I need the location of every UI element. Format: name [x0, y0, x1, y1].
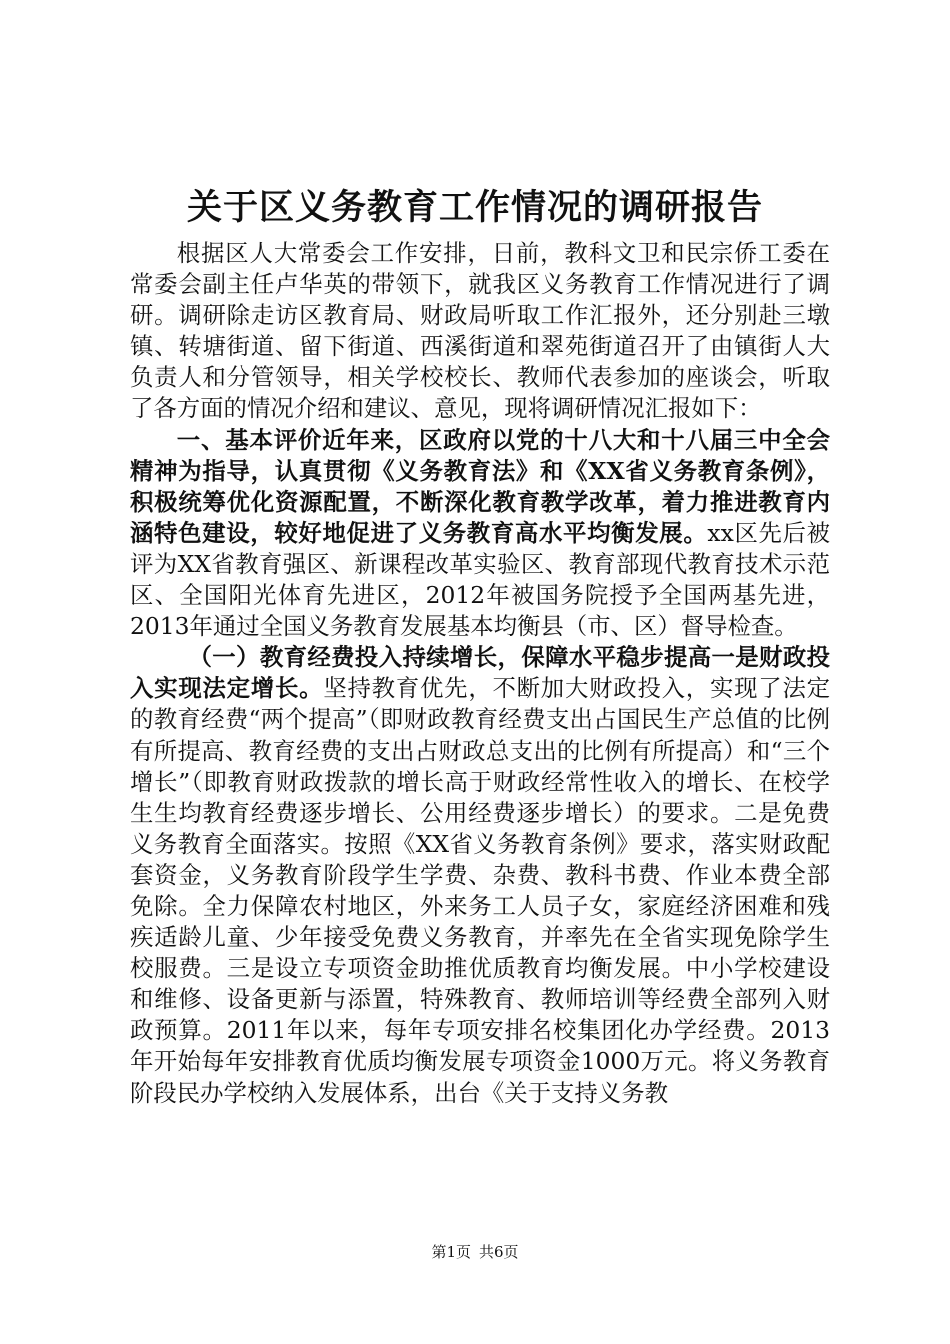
page-footer [0, 1242, 950, 1262]
page-title: 关于区义务教育工作情况的调研报告 [186, 187, 763, 228]
section-heading: 一、基本评价近年来，区政府以党的十八大和十八届三中全会精神为指导，认真贯彻《义务教育法》和《XX省义务教育条例》，积极统筹优化资源配置，不断深化教育教学改革，着力推进教育内涵特色建设，较好地促进了义务教育高水平均衡发展。 [130, 425, 830, 547]
paragraph-text: 根据区人大常委会工作安排，日前，教科文卫和民宗侨工委在常委会副主任卢华英的带领下，就我区义务教育工作情况进行了调研。调研除走访区教育局、财政局听取工作汇报外，还分别赴三墩镇、转塘街道、留下街道、西溪街道和翠苑街道召开了由镇街人大负责人和分管领导，相关学校校长、教师代表参加的座谈会，听取了各方面的情况介绍和建议、意见，现将调研情况汇报如下： [130, 239, 830, 423]
paragraph-text: 坚持教育优先，不断加大财政投入，实现了法定的教育经费“两个提高”（即财政教育经费支出占国民生产总值的比例有所提高、教育经费的支出占财政总支出的比例有所提高）和“三个增长”（即教育财政拨款的增长高于财政经常性收入的增长、在校学生生均教育经费逐步增长、公用经费逐步增长）的要求。二是免费义务教育全面落实。按照《XX省义务教育条例》要求，落实财政配套资金，义务教育阶段学生学费、杂费、教科书费、作业本费全部免除。全力保障农村地区，外来务工人员子女，家庭经济困难和残疾适龄儿童、少年接受免费义务教育，并率先在全省实现免除学生校服费。三是设立专项资金助推优质教育均衡发展。中小学校建设和维修、设备更新与添置，特殊教育、教师培训等经费全部列入财政预算。2011年以来，每年专项安排名校集团化办学经费。2013年开始每年安排教育优质均衡发展专项资金1000万元。将义务教育阶段民办学校纳入发展体系，出台《关于支持义务教 [130, 674, 831, 1107]
document-body [130, 238, 830, 1109]
paragraph-basic-evaluation [130, 425, 830, 643]
subsection-heading: （一）教育经费投入持续增长，保障水平稳步提高一是财政投入实现法定增长。 [130, 643, 830, 703]
page-number: 第1页 [431, 1243, 471, 1261]
paragraph-funding [130, 642, 830, 1108]
paragraph-text: xx区先后被评为XX省教育强区、新课程改革实验区、教育部现代教育技术示范区、全国阳光体育先进区，2012年被国务院授予全国两基先进，2013年通过全国义务教育发展基本均衡县（市、区）督导检查。 [130, 518, 831, 641]
paragraph-intro [130, 238, 830, 425]
page-total: 共6页 [479, 1243, 519, 1261]
